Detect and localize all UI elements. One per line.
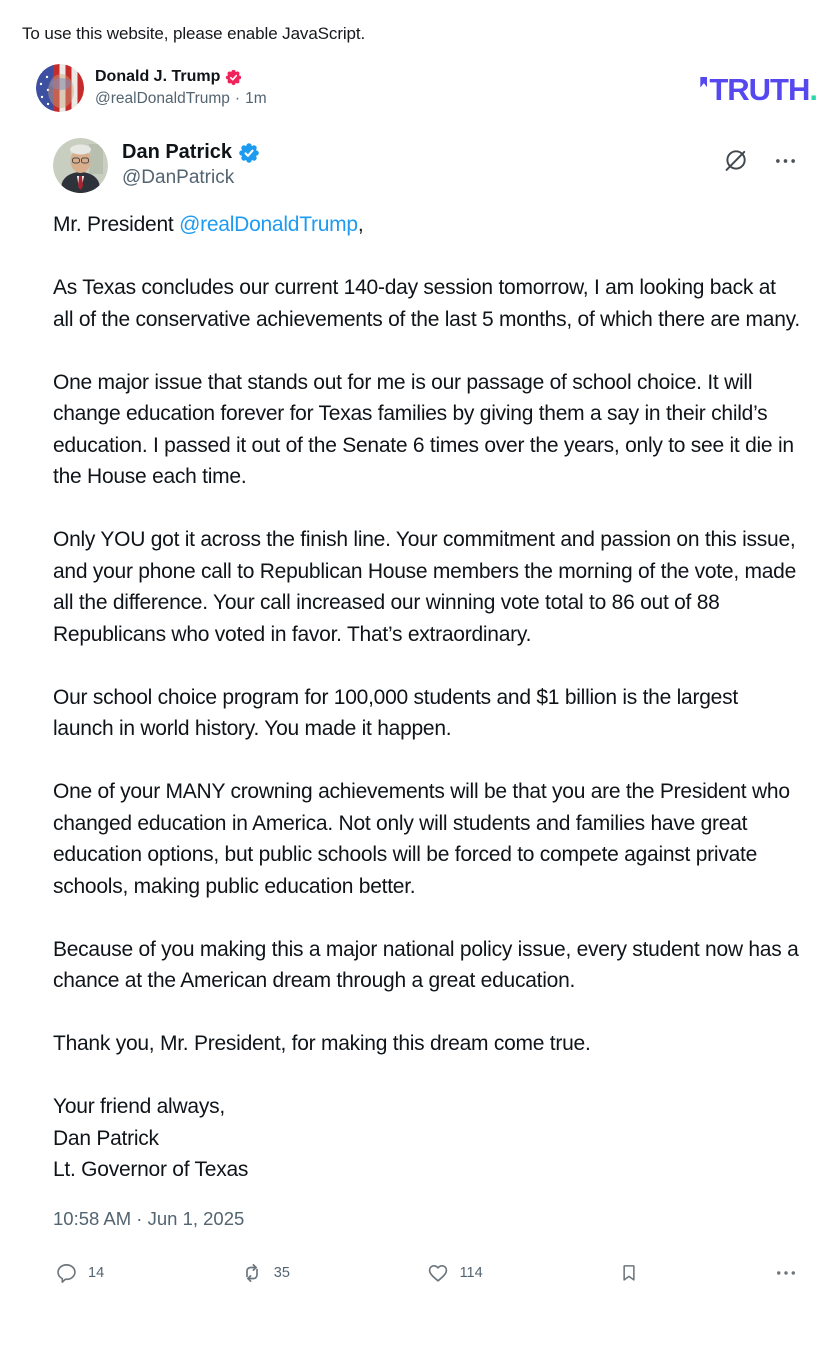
tweet-header: [53, 138, 800, 193]
trump-handle[interactable]: [95, 90, 267, 108]
tweet-timestamp: 10:58 AM · Jun 1, 2025: [53, 1207, 245, 1229]
bookmark-icon: [618, 1262, 640, 1284]
signature-line: Lt. Governor of Texas: [53, 1158, 249, 1181]
greeting-suffix: ,: [357, 213, 364, 236]
more-action: [776, 1270, 796, 1276]
trump-avatar[interactable]: [36, 64, 84, 112]
grok-icon: [722, 147, 749, 174]
tweet-paragraph: One major issue that stands out for me is our passage of school choice. It will change education forever for Texas families by giving them a say in their child’s education. I passed it out of the Senate 6 times over the years, only to see it die in the House each time.: [53, 370, 794, 488]
mention-link: @realDonaldTrump: [179, 213, 358, 236]
tweet-paragraph: Only YOU got it across the finish line. Your commitment and passion on this issue, and your phone call to Republican House members the morning of the vote, made all the difference. Your call increased our winning vote total to 86 out of 88 Republicans who voted in favor. That’s extraordinary.: [53, 528, 797, 646]
truth-author-block: [95, 68, 267, 108]
attached-tweet-screenshot[interactable]: [53, 138, 800, 1285]
retruth-icon: [240, 1261, 264, 1285]
greeting-prefix: Mr. President: [53, 213, 180, 236]
like-action: [426, 1261, 483, 1285]
dan-patrick-handle: @DanPatrick: [122, 167, 235, 188]
truth-logo-text: TRUTH: [709, 71, 810, 107]
tweet-more-icon: [775, 158, 796, 164]
tweet-paragraph: One of your MANY crowning achievements will be that you are the President who changed education in America. Not only will students and families have great education options, but public schools will be forced to compete against private schools, making public education better.: [53, 780, 790, 898]
retruth-action: [240, 1261, 290, 1285]
tweet-paragraph: Because of you making this a major national policy issue, every student now has a chance at the American dream through a great education.: [53, 937, 799, 992]
reply-action: [55, 1262, 104, 1285]
tweet-paragraph: Our school choice program for 100,000 students and $1 billion is the largest launch in world history. You made it happen.: [53, 685, 738, 740]
tweet-author-block: [122, 138, 260, 189]
truth-verified-badge-icon: [225, 69, 242, 86]
signature-line: Your friend always,: [53, 1095, 225, 1118]
bookmark-action: [618, 1262, 640, 1284]
like-count: 114: [459, 1265, 483, 1281]
truth-post-header: [36, 64, 818, 112]
signature-line: Dan Patrick: [53, 1126, 159, 1150]
more-icon: [776, 1270, 796, 1276]
tweet-paragraph: As Texas concludes our current 140-day session tomorrow, I am looking back at all of the conservative achievements of the last 5 months, of which there are many.: [53, 276, 800, 331]
heart-icon: [426, 1261, 450, 1285]
dan-patrick-display-name: Dan Patrick: [122, 141, 233, 163]
trump-handle-text: @realDonaldTrump: [95, 90, 230, 107]
reply-icon: [55, 1262, 78, 1285]
flag-face-avatar-image: [36, 64, 84, 112]
tweet-action-bar: [55, 1261, 796, 1285]
dan-patrick-avatar-image: [53, 138, 108, 193]
truth-logo-dot: .: [809, 71, 818, 107]
separator-dot: ·: [234, 90, 241, 107]
truth-logo-flag-mark: [700, 77, 707, 88]
twitter-verified-badge-icon: [238, 142, 260, 164]
truth-logo[interactable]: [700, 72, 818, 105]
post-age: 1m: [245, 90, 267, 107]
tweet-body: [53, 209, 800, 1234]
tweet-paragraphs: [53, 272, 800, 1060]
tweet-header-icons: [722, 138, 800, 174]
trump-display-name[interactable]: Donald J. Trump: [95, 68, 221, 85]
tweet-paragraph: Thank you, Mr. President, for making this dream come true.: [53, 1032, 591, 1055]
enable-javascript-notice: To use this website, please enable JavaScript.: [22, 24, 366, 43]
reply-count: 14: [88, 1265, 105, 1281]
tweet-greeting: [53, 209, 800, 241]
retruth-count: 35: [273, 1265, 290, 1281]
dan-patrick-avatar: [53, 138, 108, 193]
tweet-signature: [53, 1091, 800, 1186]
